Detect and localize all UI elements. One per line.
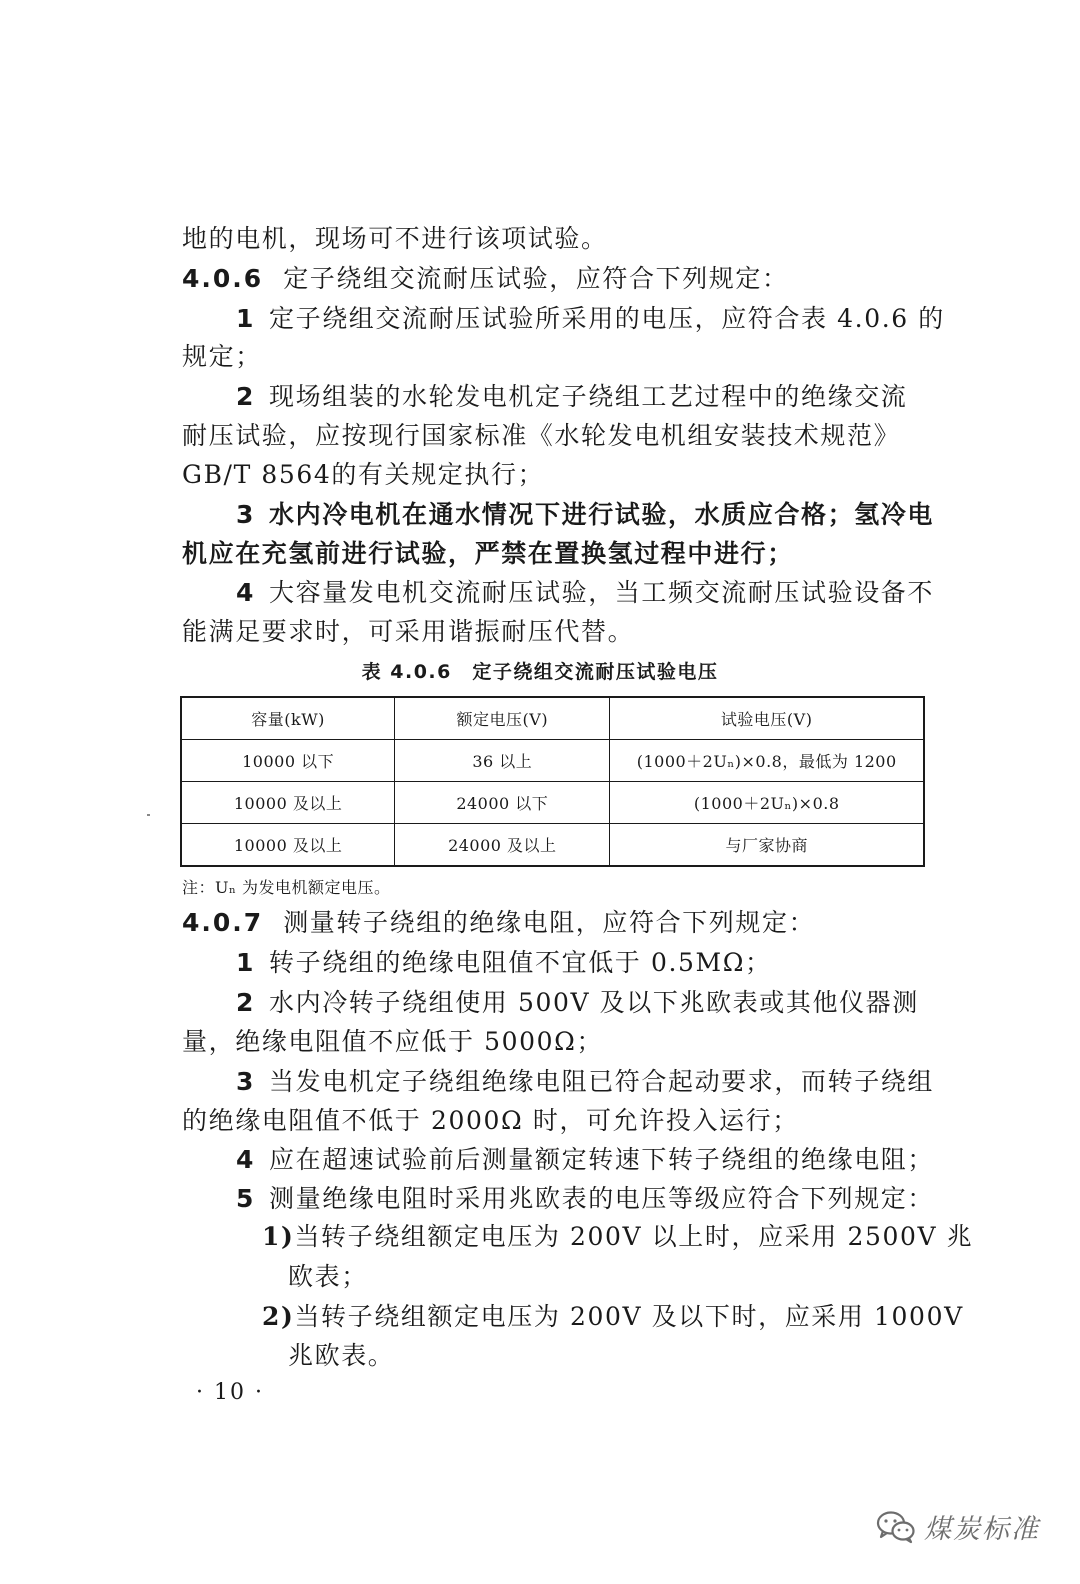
item-number: 1 [236,304,255,333]
table-cell: 10000 及以上 [181,824,395,867]
item-number: 2 [236,988,255,1017]
item-number: 3 [236,1067,255,1096]
item-5 [236,1184,935,1214]
wechat-icon [876,1510,916,1544]
item-2-continuation: 耐压试验，应按现行国家标准《水轮发电机组安装技术规范》 [182,421,901,450]
table-row [181,782,924,824]
paragraph-continuation: 地的电机，现场可不进行该项试验。 [182,224,608,253]
item-text: 水内冷电机在通水情况下进行试验，水质应合格；氢冷电 [269,500,935,529]
table-title: 表 4.0.6 定子绕组交流耐压试验电压 [361,661,719,683]
item-1 [236,304,945,334]
table-header: 容量(kW) [181,697,395,740]
sub-item-1-continuation: 欧表； [288,1262,368,1291]
item-text: 现场组装的水轮发电机定子绕组工艺过程中的绝缘交流 [269,382,908,411]
item-2 [236,382,924,412]
item-1-continuation: 规定； [182,342,262,371]
table-row [181,740,924,782]
item-2-continuation: GB/T 8564的有关规定执行； [182,460,545,489]
item-4 [236,578,935,608]
item-2 [236,988,924,1018]
table-cell: 10000 及以上 [181,782,395,824]
item-text: 当发电机定子绕组绝缘电阻已符合起动要求，而转子绕组 [269,1067,935,1096]
table-cell: (1000＋2Uₙ)×0.8 [610,782,924,824]
clause-text: 测量转子绕组的绝缘电阻，应符合下列规定： [283,908,816,937]
clause-number: 4.0.6 [182,264,264,293]
item-2-continuation: 量，绝缘电阻值不应低于 5000Ω； [182,1027,604,1056]
table-cell: 36 以上 [395,740,610,782]
item-1 [236,948,924,978]
item-text: 测量绝缘电阻时采用兆欧表的电压等级应符合下列规定： [269,1184,935,1213]
clause-text: 定子绕组交流耐压试验，应符合下列规定： [283,264,789,293]
sub-item-2-continuation: 兆欧表。 [288,1341,395,1370]
table-header-row [181,697,924,740]
table-note: 注：Uₙ 为发电机额定电压。 [182,878,391,897]
table-row [181,824,924,867]
item-4 [236,1145,935,1175]
item-number: 1 [236,948,255,977]
item-text: 应在超速试验前后测量额定转速下转子绕组的绝缘电阻； [269,1145,935,1174]
item-4-continuation: 能满足要求时，可采用谐振耐压代替。 [182,617,635,646]
item-number: 3 [236,500,255,529]
sub-item-2 [262,1302,964,1332]
table-header: 额定电压(V) [395,697,610,740]
table-cell: 与厂家协商 [610,824,924,867]
item-text: 大容量发电机交流耐压试验，当工频交流耐压试验设备不 [269,578,935,607]
table-cell: 24000 及以上 [395,824,610,867]
clause-number: 4.0.7 [182,908,264,937]
item-number: 5 [236,1184,255,1213]
table-cell: (1000＋2Uₙ)×0.8，最低为 1200 [610,740,924,782]
item-3-continuation: 的绝缘电阻值不低于 2000Ω 时，可允许投入运行； [182,1106,799,1135]
item-number: 2 [236,382,255,411]
watermark-text: 煤炭标准 [924,1514,1040,1545]
scan-speck [147,814,150,816]
clause-4-0-7 [182,908,924,938]
item-text: 水内冷转子绕组使用 500V 及以下兆欧表或其他仪器测 [269,988,919,1017]
table-cell: 10000 以下 [181,740,395,782]
sub-item-number: 1) [262,1222,295,1251]
item-number: 4 [236,578,255,607]
watermark [876,1507,1040,1546]
clause-4-0-6 [182,264,924,294]
page-number: · 10 · [196,1380,264,1405]
voltage-table [180,696,925,867]
item-text: 定子绕组交流耐压试验所采用的电压，应符合表 4.0.6 的 [269,304,945,333]
item-3 [236,1067,935,1097]
item-3 [236,500,935,530]
item-number: 4 [236,1145,255,1174]
sub-item-1 [262,1222,974,1252]
table-header: 试验电压(V) [610,697,924,740]
item-3-continuation: 机应在充氢前进行试验，严禁在置换氢过程中进行； [182,539,794,568]
sub-item-text: 当转子绕组额定电压为 200V 以上时，应采用 2500V 兆 [294,1222,974,1251]
table-cell: 24000 以下 [395,782,610,824]
item-text: 转子绕组的绝缘电阻值不宜低于 0.5MΩ； [269,948,772,977]
sub-item-text: 当转子绕组额定电压为 200V 及以下时，应采用 1000V [294,1302,964,1331]
sub-item-number: 2) [262,1302,295,1331]
